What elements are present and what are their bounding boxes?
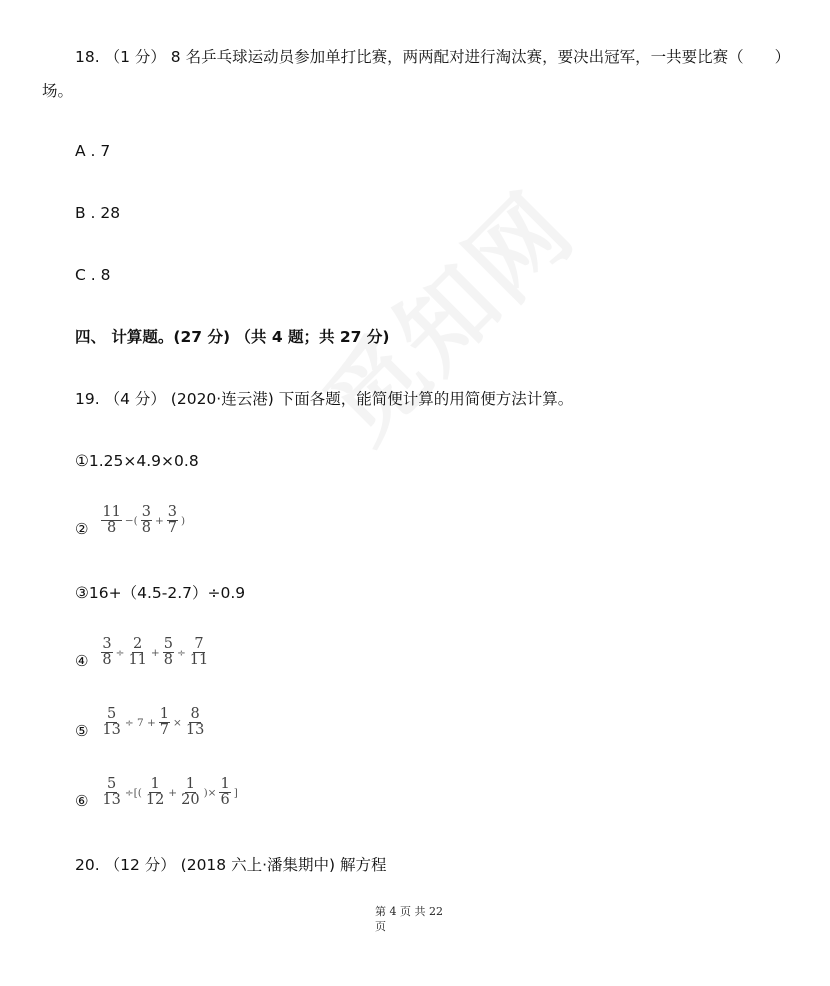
fraction: $\frac{3}{7}$ [167, 504, 178, 536]
fraction: $\frac{2}{11}$ [128, 636, 147, 668]
expression-1: ①1.25×4.9×0.8 [75, 452, 199, 470]
section-4-title: 四、 计算题。(27 分) （共 4 题；共 27 分) [75, 328, 390, 346]
fraction: $\frac{7}{11}$ [189, 636, 209, 668]
fraction: $\frac{1}{20}$ [181, 776, 200, 808]
fraction: $\frac{8}{13}$ [185, 706, 205, 738]
question-18-stem: 18. （1 分） 8 名乒乓球运动员参加单打比赛，两两配对进行淘汰赛，要决出冠军，一共要比赛（ ） [75, 48, 791, 66]
fraction: $\frac{1}{7}$ [159, 706, 170, 738]
expression-5-math: $\frac{5}{13}$ ÷ 7 + $\frac{1}{7}$ × $\frac{8}{13}$ [102, 706, 205, 738]
expression-2 [75, 505, 186, 536]
option-b: B . 28 [75, 204, 121, 222]
fraction: $\frac{1}{6}$ [220, 776, 230, 808]
watermark [290, 158, 599, 467]
expression-6-math: $\frac{5}{13}$ ÷[( $\frac{1}{12}$ + $\frac{1}{20}$ )× $\frac{1}{6}$ ] [102, 776, 238, 808]
page-footer-line2: 页 [375, 920, 386, 933]
circle-number-2: ② [75, 520, 89, 538]
expression-3: ③16+（4.5-2.7）÷0.9 [75, 584, 246, 602]
expression-2-math: $\frac{11}{8}$ −( $\frac{3}{8}$ + $\frac{3}{7}$ ) [102, 504, 186, 536]
option-a: A . 7 [75, 142, 111, 160]
circle-number-4: ④ [75, 652, 89, 670]
question-20-stem: 20. （12 分） (2018 六上·潘集期中) 解方程 [75, 856, 387, 874]
fraction: $\frac{1}{12}$ [145, 776, 165, 808]
question-19-stem: 19. （4 分） (2020·连云港) 下面各题，能简便计算的用简便方法计算。 [75, 390, 574, 408]
option-c: C . 8 [75, 266, 111, 284]
page-footer-line1: 第 4 页 共 22 [375, 905, 443, 918]
fraction: $\frac{3}{8}$ [102, 636, 112, 668]
question-18-stem-continued: 场。 [42, 82, 74, 100]
circle-number-5: ⑤ [75, 722, 89, 740]
fraction: $\frac{11}{8}$ [102, 504, 121, 536]
expression-4 [75, 637, 211, 668]
fraction: $\frac{5}{13}$ [102, 776, 121, 808]
circle-number-6: ⑥ [75, 792, 89, 810]
fraction: $\frac{3}{8}$ [141, 504, 151, 536]
expression-4-math: $\frac{3}{8}$ ÷ $\frac{2}{11}$ + $\frac{5}{8}$ ÷ $\frac{7}{11}$ [102, 636, 209, 668]
expression-6 [75, 777, 239, 808]
fraction: $\frac{5}{13}$ [102, 706, 121, 738]
fraction: $\frac{5}{8}$ [163, 636, 173, 668]
expression-5 [75, 707, 207, 738]
